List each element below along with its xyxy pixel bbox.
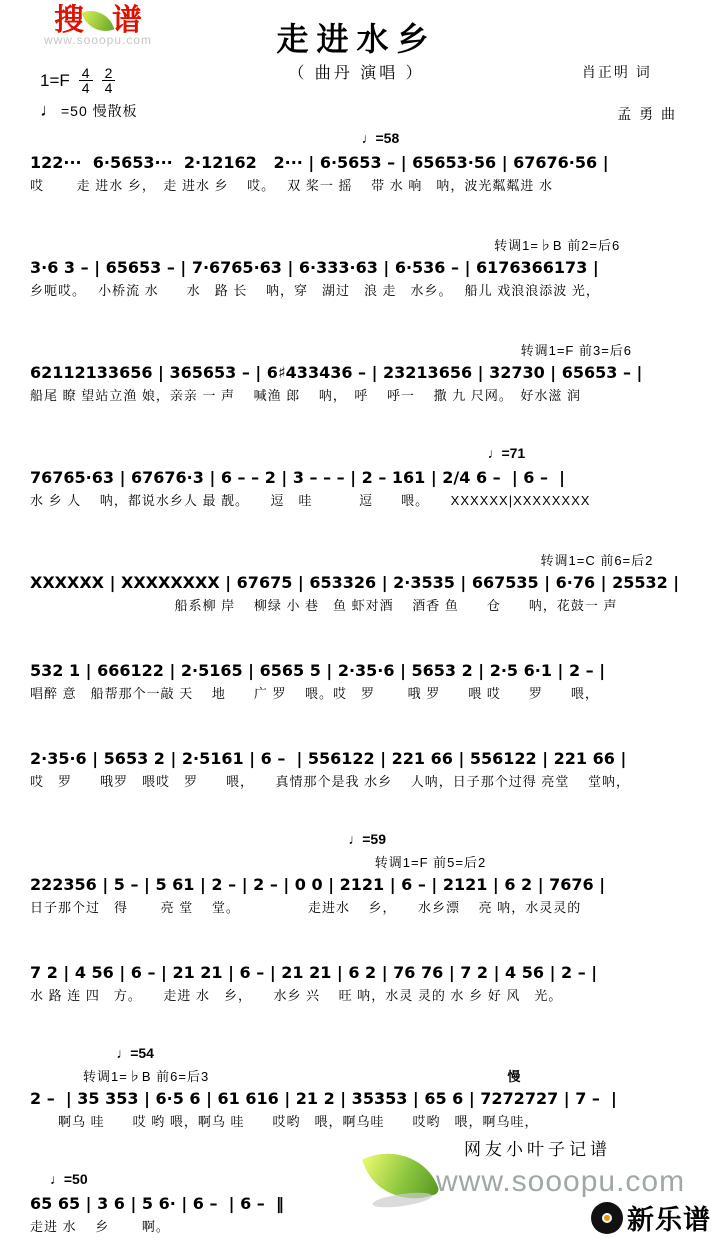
notation-line: 7 2 | 4 56 | 6 – | 21 21 | 6 – | 21 21 | 6 2 | 76 76 | 7 2 | 4 56 | 2 – | xyxy=(30,963,598,982)
quarter-note-icon: ♩ xyxy=(40,100,59,120)
modulation-mark: 转调1=♭B 前6=后3 xyxy=(83,1069,210,1084)
system-7 xyxy=(30,743,693,791)
logo-text-right: 谱 xyxy=(112,3,142,38)
lyrics-line: 哎 走 进水 乡， 走 进水 乡 哎。 双 桨一 摇 带 水 响 呐，波光粼粼进 水 xyxy=(30,178,553,193)
slow-mark: 慢 xyxy=(507,1069,522,1084)
logo-text-left: 搜 xyxy=(54,3,84,38)
time-signature-2 xyxy=(102,66,116,95)
tempo-mark: ♩=71 xyxy=(487,445,526,461)
composer-credit: 孟 勇 曲 xyxy=(617,106,677,122)
notation-line: 532 1 | 666122 | 2·5165 | 6565 5 | 2·35·6 | 5653 2 | 2·5 6·1 | 2 – | xyxy=(30,661,606,680)
sooopu-watermark: www.sooopu.com xyxy=(436,1165,686,1198)
transcriber-credit: 网友小叶子记谱 xyxy=(464,1140,611,1160)
system-6 xyxy=(30,655,693,703)
system-10 xyxy=(30,1045,693,1131)
time-signature-2-denominator: 4 xyxy=(104,80,113,96)
notation-line: 2 – | 35 353 | 6·5 6 | 61 616 | 21 2 | 35353 | 65 6 | 7272727 | 7 – | xyxy=(30,1089,617,1108)
lyrics-line: 哎 罗 哦罗 喂哎 罗 喂， 真情那个是我 水乡 人呐，日子那个过得 亮堂 堂呐， xyxy=(30,774,630,789)
lyrics-line: 唱醉 意 船帮那个一敲 天 地 广 罗 喂。哎 罗 哦 罗 喂 哎 罗 喂， xyxy=(30,686,599,701)
brand-label: 新乐谱 xyxy=(627,1205,711,1236)
notation-line: 2·35·6 | 5653 2 | 2·5161 | 6 – | 556122 | 221 66 | 556122 | 221 66 | xyxy=(30,749,627,768)
header xyxy=(0,0,713,130)
logo-url: www.sooopu.com xyxy=(43,33,153,47)
notation-line: 122··· 6·5653··· 2·12162 2··· | 6·5653 – | 65653·56 | 67676·56 | xyxy=(30,153,609,172)
time-signature-1-numerator: 4 xyxy=(79,66,93,81)
tempo-mark: ♩=58 xyxy=(361,130,400,146)
system-1 xyxy=(30,130,693,195)
lyrics-line: 水 乡 人 呐，都说水乡人 最 靓。 逗 哇 逗 喂。 XXXXXX|XXXXXXXX xyxy=(30,493,591,508)
notation-line: 65 65 | 3 6 | 5 6· | 6 – | 6 – ‖ xyxy=(30,1194,284,1213)
tempo-mark: ♩=59 xyxy=(348,831,386,847)
leaf-icon xyxy=(362,1138,440,1214)
tempo-row xyxy=(40,100,138,121)
key-row xyxy=(40,66,138,95)
system-9 xyxy=(30,957,693,1005)
key-signature-block xyxy=(40,66,138,121)
modulation-mark: 转调1=F 前5=后2 xyxy=(374,855,487,870)
lyrics-line: 走进 水 乡 啊。 xyxy=(30,1219,170,1234)
lyrics-line: 日子那个过 得 亮 堂 堂。 走进水 乡， 水乡漂 亮 呐，水灵灵的 xyxy=(30,900,582,915)
system-5 xyxy=(30,550,693,615)
system-2 xyxy=(30,235,693,300)
lyrics-line: 船系柳 岸 柳绿 小 巷 鱼 虾对酒 酒香 鱼 仓 呐，花鼓一 声 xyxy=(30,598,618,613)
song-title: 走进水乡 xyxy=(276,21,437,57)
footer xyxy=(368,1129,713,1239)
system-8 xyxy=(30,831,693,917)
performer-credit: （ 曲丹 演唱 ） xyxy=(288,65,425,82)
tempo-mark: ♩=50 xyxy=(49,1171,88,1187)
lyrics-line: 啊乌 哇 哎 哟 喂，啊乌 哇 哎哟 喂，啊乌哇 哎哟 喂，啊乌哇， xyxy=(30,1114,539,1129)
tempo-value: =50 xyxy=(61,103,88,119)
systems xyxy=(30,130,693,1245)
notation-line: XXXXXX | XXXXXXXX | 67675 | 653326 | 2·3535 | 667535 | 6·76 | 25532 | xyxy=(30,573,680,592)
tempo-label: 慢散板 xyxy=(92,103,138,119)
system-4 xyxy=(30,445,693,510)
time-signature-2-numerator: 2 xyxy=(102,66,116,81)
lyrics-line: 乡呃哎。 小桥流 水 水 路 长 呐，穿 湖过 浪 走 水乡。 船儿 戏浪浪添波 光， xyxy=(30,283,600,298)
notation-line: 3·6 3 – | 65653 – | 7·6765·63 | 6·333·63 | 6·536 – | 6176366173 | xyxy=(30,258,599,277)
notation-line: 222356 | 5 – | 5 61 | 2 – | 2 – | 0 0 | 2121 | 6 – | 2121 | 6 2 | 7676 | xyxy=(30,875,606,894)
key-label: 1=F xyxy=(40,70,70,90)
system-3 xyxy=(30,340,693,405)
tempo-mark: ♩=54 xyxy=(116,1045,154,1061)
lyricist-credit: 肖正明 词 xyxy=(581,64,652,80)
xinyuepu-brand xyxy=(591,1198,711,1237)
notation-line: 76765·63 | 67676·3 | 6 – – 2 | 3 – – – | 2 – 161 | 2/4 6 – | 6 – | xyxy=(30,468,565,487)
notation-line: 62112133656 | 365653 – | 6♯433436 – | 23213656 | 32730 | 65653 – | xyxy=(30,363,643,382)
time-signature-1 xyxy=(79,66,93,95)
modulation-mark: 转调1=F 前3=后6 xyxy=(520,343,633,358)
lyrics-line: 水 路 连 四 方。 走进 水 乡， 水乡 兴 旺 呐，水灵 灵的 水 乡 好 风 光。 xyxy=(30,988,563,1003)
modulation-mark: 转调1=♭B 前2=后6 xyxy=(494,238,621,253)
record-icon xyxy=(591,1202,623,1234)
modulation-mark: 转调1=C 前6=后2 xyxy=(540,553,654,568)
time-signature-1-denominator: 4 xyxy=(81,80,90,96)
lyrics-line: 船尾 瞭 望站立渔 娘，亲亲 一 声 喊渔 郎 呐， 呼 呼一 撒 九 尺网。 好水滋 润 xyxy=(30,388,581,403)
